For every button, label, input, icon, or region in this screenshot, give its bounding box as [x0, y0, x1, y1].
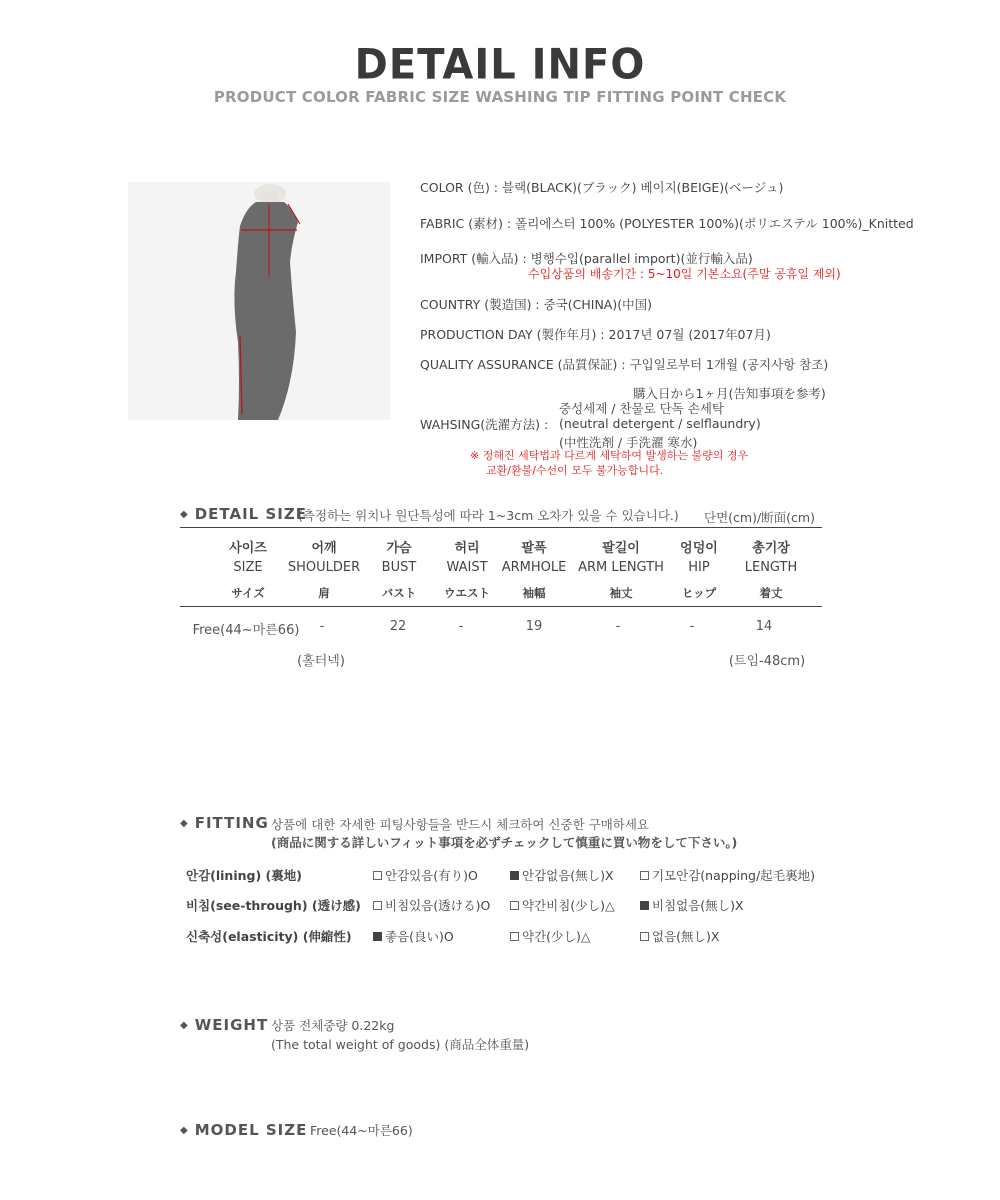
col-shoulder-en: SHOULDER — [287, 560, 361, 575]
col-size-en: SIZE — [233, 560, 263, 575]
col-hip-jp: ヒップ — [681, 586, 717, 600]
cell-hip: - — [689, 619, 695, 634]
table-header-rule — [180, 606, 822, 607]
cell-length: 14 — [755, 619, 773, 634]
diamond-icon: ◆ — [180, 1125, 189, 1136]
info-washing-label: WAHSING(洗濯方法) : — [420, 417, 549, 432]
diamond-icon: ◆ — [180, 509, 189, 520]
lining-option-1[interactable]: 안감있음(有り)O — [373, 866, 478, 884]
length-sub-note: (트임-48cm) — [728, 654, 806, 669]
model-size-value: Free(44~마른66) — [310, 1123, 413, 1138]
info-production-day: PRODUCTION DAY (製作年月) : 2017년 07월 (2017年07月) — [420, 327, 771, 342]
checkbox-checked-icon — [510, 871, 519, 880]
col-armhole-jp: 袖幅 — [522, 586, 546, 600]
fitting-note-1: 상품에 대한 자세한 피팅사항들을 반드시 체크하여 신중한 구매하세요 — [271, 817, 649, 832]
fitting-row-seethrough-label: 비침(see-through) (透け感) — [186, 898, 361, 913]
seethrough-option-1[interactable]: 비침있음(透ける)O — [373, 896, 490, 914]
cell-size: Free(44~마른66) — [192, 623, 300, 638]
checkbox-icon — [373, 871, 382, 880]
col-armlength-ko: 팔길이 — [602, 541, 640, 556]
col-size-jp: サイズ — [231, 586, 265, 600]
cell-armlength: - — [615, 619, 621, 634]
col-length-ko: 총기장 — [752, 541, 790, 556]
col-waist-ko: 허리 — [454, 541, 480, 556]
checkbox-icon — [510, 901, 519, 910]
detail-size-note: (측정하는 위치나 원단특성에 따라 1~3cm 오차가 있을 수 있습니다.) — [298, 508, 679, 523]
info-washing-note-2: 교환/환불/수선이 모두 불가능합니다. — [486, 464, 664, 477]
checkbox-icon — [373, 901, 382, 910]
info-country: COUNTRY (製造国) : 중국(CHINA)(中国) — [420, 297, 652, 312]
col-waist-en: WAIST — [446, 560, 488, 575]
info-washing-note-1: ※ 정해진 세탁법과 다르게 세탁하여 발생하는 불량의 경우 — [470, 449, 749, 462]
weight-line-1: 상품 전체중량 0.22kg — [271, 1018, 395, 1033]
diamond-icon: ◆ — [180, 818, 189, 829]
seethrough-option-2[interactable]: 약간비침(少し)△ — [510, 896, 615, 914]
col-length-en: LENGTH — [744, 560, 798, 575]
fitting-row-lining-label: 안감(lining) (裏地) — [186, 868, 302, 883]
checkbox-icon — [640, 932, 649, 941]
fitting-label: ◆ FITTING — [180, 814, 269, 832]
cell-armhole: 19 — [525, 619, 543, 634]
cell-bust: 22 — [389, 619, 407, 634]
page-subtitle: PRODUCT COLOR FABRIC SIZE WASHING TIP FITTING POINT CHECK — [213, 88, 787, 106]
elasticity-option-1[interactable]: 좋음(良い)O — [373, 927, 454, 945]
col-waist-jp: ウエスト — [444, 586, 490, 600]
elasticity-option-2[interactable]: 약간(少し)△ — [510, 927, 591, 945]
page-title: DETAIL INFO — [354, 40, 646, 90]
col-bust-en: BUST — [381, 560, 417, 575]
info-quality-jp: 購入日から1ヶ月(告知事項を参考) — [633, 386, 826, 401]
info-washing-line-3: (中性洗剤 / 手洗濯 寒水) — [559, 435, 698, 450]
detail-size-label: ◆ DETAIL SIZE — [180, 505, 307, 523]
checkbox-checked-icon — [373, 932, 382, 941]
weight-label: ◆ WEIGHT — [180, 1016, 269, 1034]
checkbox-icon — [510, 932, 519, 941]
info-fabric: FABRIC (素材) : 폴리에스터 100% (POLYESTER 100%)(ポリエステル 100%)_Knitted — [420, 216, 914, 231]
col-bust-ko: 가슴 — [386, 541, 412, 556]
info-washing-line-2: (neutral detergent / selflaundry) — [559, 416, 761, 431]
cell-shoulder: - — [319, 619, 325, 634]
cell-waist: - — [458, 619, 464, 634]
col-length-jp: 着丈 — [759, 586, 783, 600]
info-color: COLOR (色) : 블랙(BLACK)(ブラック) 베이지(BEIGE)(ベージュ) — [420, 180, 784, 195]
info-import: IMPORT (輸入品) : 병행수입(parallel import)(並行輸入品) — [420, 251, 753, 266]
model-size-label: ◆ MODEL SIZE — [180, 1121, 308, 1139]
lining-option-3[interactable]: 기모안감(napping/起毛裏地) — [640, 866, 815, 884]
diamond-icon: ◆ — [180, 1020, 189, 1031]
shoulder-sub-note: (홀터넥) — [297, 654, 345, 669]
detail-size-unit: 단면(cm)/断面(cm) — [704, 510, 815, 525]
elasticity-option-3[interactable]: 없음(無し)X — [640, 927, 719, 945]
col-armlength-jp: 袖丈 — [609, 586, 633, 600]
info-washing-line-1: 중성세제 / 찬물로 단독 손세탁 — [559, 401, 725, 416]
lining-option-2[interactable]: 안감없음(無し)X — [510, 866, 614, 884]
dress-illustration — [128, 182, 390, 420]
info-quality: QUALITY ASSURANCE (品質保証) : 구입일로부터 1개월 (공지사항 참조) — [420, 357, 829, 372]
info-import-note: 수입상품의 배송기간 : 5~10일 기본소요(주말 공휴일 제외) — [528, 267, 841, 281]
col-armhole-en: ARMHOLE — [501, 560, 567, 575]
col-hip-ko: 엉덩이 — [680, 541, 718, 556]
col-armlength-en: ARM LENGTH — [578, 560, 664, 575]
col-armhole-ko: 팔폭 — [521, 541, 547, 556]
fitting-note-2: (商品に関する詳しいフィット事項を必ずチェックして慎重に買い物をして下さい。) — [271, 835, 738, 850]
col-shoulder-jp: 肩 — [318, 586, 330, 600]
col-hip-en: HIP — [688, 560, 710, 575]
col-bust-jp: バスト — [381, 586, 417, 600]
checkbox-checked-icon — [640, 901, 649, 910]
weight-line-2: (The total weight of goods) (商品全体重量) — [271, 1037, 530, 1052]
col-shoulder-ko: 어깨 — [311, 541, 337, 556]
seethrough-option-3[interactable]: 비침없음(無し)X — [640, 896, 744, 914]
fitting-row-elasticity-label: 신축성(elasticity) (伸縮性) — [186, 929, 352, 944]
product-photo — [128, 182, 390, 420]
table-top-rule — [180, 527, 822, 528]
col-size-ko: 사이즈 — [229, 541, 267, 556]
checkbox-icon — [640, 871, 649, 880]
